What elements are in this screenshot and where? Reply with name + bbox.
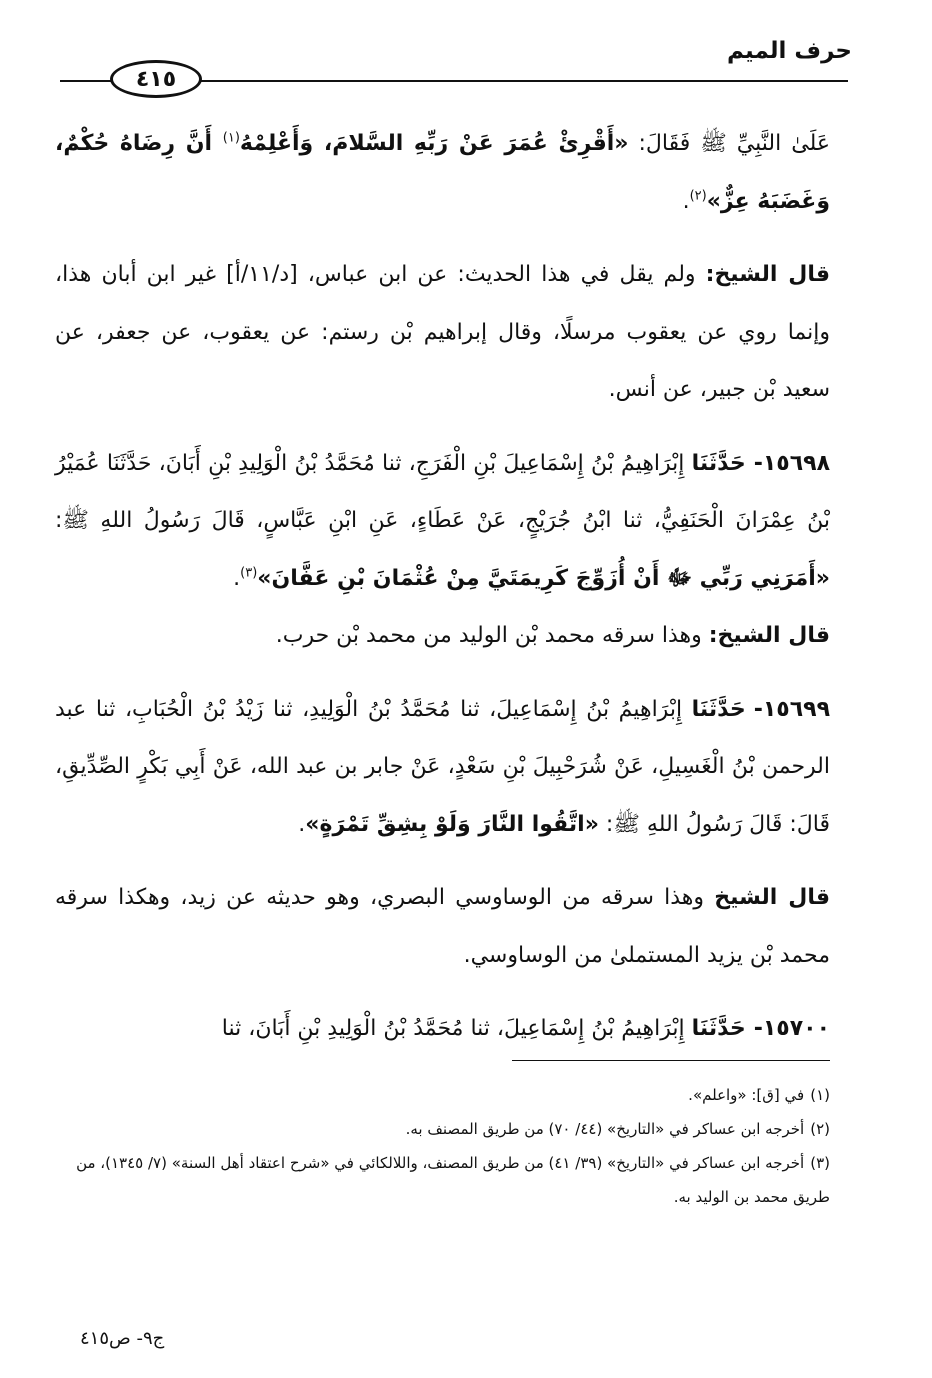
hadith-quote: «أَمَرَنِي رَبِّي ﷻ أَنْ أُزَوِّجَ كَرِيمَتَيَّ مِنْ عُثْمَانَ بْنِ عَفَّانَ» [257, 565, 830, 591]
hadith-quote: «اتَّقُوا النَّارَ وَلَوْ بِشِقِّ تَمْرَةٍ» [305, 811, 599, 837]
hadith-number: ١٥٦٩٩- [753, 696, 830, 722]
hadith-15700 [55, 1000, 830, 1058]
hadith-quote: «أَقْرِئْ عُمَرَ عَنْ رَبِّهِ السَّلامَ، وَأَعْلِمْهُ [239, 131, 629, 156]
hadith-15698 [55, 435, 830, 608]
text-run: . [298, 811, 306, 837]
footnote-3 [60, 1146, 830, 1214]
hadith-number: ١٥٧٠٠- [753, 1016, 830, 1041]
footnote-1 [60, 1078, 830, 1112]
footnotes [60, 1078, 830, 1214]
hadith-quote-cont: أَنَّ رِضَاهُ حُكْمٌ، وَغَضَبَهُ عِزٌّ» [55, 131, 830, 214]
sheikh-label: قال الشيخ: [705, 262, 830, 287]
footnote-text: أخرجه ابن عساكر في «التاريخ» (٣٩/ ٤١) من طريق المصنف، واللالكائي في «شرح اعتقاد أهل السنة» (٧/ ١٣٤٥)، من طريق محمد بن الوليد به. [76, 1154, 830, 1206]
footnote-text: في [ق]: «واعلم». [688, 1086, 805, 1104]
footnote-ref-1: (١) [222, 130, 240, 146]
footnote-text: أخرجه ابن عساكر في «التاريخ» (٤٤/ ٧٠) من طريق المصنف به. [405, 1120, 805, 1138]
haddathana-label: حَدَّثَنَا [691, 696, 746, 722]
footnote-number: (١) [810, 1086, 830, 1104]
footnote-ref-2: (٢) [689, 188, 707, 204]
footnote-number: (٢) [810, 1120, 830, 1138]
footnote-separator [512, 1060, 830, 1061]
sheikh-label: قال الشيخ: [708, 623, 830, 648]
sheikh-label: قال الشيخ [714, 885, 830, 910]
haddathana-label: حَدَّثَنَا [691, 450, 746, 476]
text-run: . [233, 565, 241, 591]
isnad-text: إِبْرَاهِيمُ بْنُ إِسْمَاعِيلَ بْنِ الْفَرَجِ، ثنا مُحَمَّدُ بْنُ الْوَلِيدِ بْنِ أَبَانَ، حَدَّثَنَا عُمَيْرُ بْنُ عِمْرَانَ الْحَنَفِيُّ، ثنا ابْنُ جُرَيْجٍ، عَنْ عَطَاءٍ، عَنِ ابْنِ عَبَّاسٍ، قَالَ رَسُولُ اللهِ ﷺ: [55, 450, 830, 533]
text-run: وهذا سرقه محمد بْن الوليد من محمد بْن حرب. [275, 623, 709, 648]
paragraph-2 [55, 246, 830, 419]
page-number-badge [110, 60, 202, 98]
paragraph-4 [55, 607, 830, 665]
footnote-2 [60, 1112, 830, 1146]
hadith-15699 [55, 681, 830, 854]
text-run: عَلَىٰ النَّبِيِّ ﷺ فَقَالَ: [628, 131, 830, 156]
text-run: . [682, 188, 690, 214]
paragraph-6 [55, 869, 830, 984]
isnad-text: إِبْرَاهِيمُ بْنُ إِسْمَاعِيلَ، ثنا مُحَمَّدُ بْنُ الْوَلِيدِ بْنِ أَبَانَ، ثنا [221, 1016, 692, 1041]
footnote-number: (٣) [810, 1154, 830, 1172]
hadith-number: ١٥٦٩٨- [753, 450, 830, 476]
isnad-text: إِبْرَاهِيمُ بْنُ إِسْمَاعِيلَ، ثنا مُحَمَّدُ بْنُ الْوَلِيدِ، ثنا زَيْدُ بْنُ الْحُبَابِ، ثنا عبد الرحمن بْنُ الْغَسِيلِ، عَنْ شُرَحْبِيلَ بْنِ سَعْدٍ، عَنْ جابر بن عبد الله، عَنْ أَبِي بَكْرٍ الصِّدِّيقِ، قَالَ: قَالَ رَسُولُ اللهِ ﷺ: [55, 696, 830, 837]
text-run: وهذا سرقه من الوساوسي البصري، وهو حديثه عن زيد، وهكذا سرقه محمد بْن يزيد المستملىٰ من الوساوسي. [55, 885, 830, 968]
paragraph-1 [55, 115, 830, 230]
haddathana-label: حَدَّثَنَا [691, 1016, 746, 1041]
page-number: ٤١٥ [135, 66, 177, 92]
footnote-ref-3: (٣) [240, 565, 258, 581]
main-text [55, 115, 830, 1074]
text-run: ولم يقل في هذا الحديث: عن ابن عباس، [د/١١/أ] غير ابن أبان هذا، وإنما روي عن يعقوب مرسلًا، وقال إبراهيم بْن رستم: عن يعقوب، عن جعفر، عن سعيد بْن جبير، عن أنس. [55, 262, 830, 402]
running-header-title: حرف الميم [727, 38, 852, 64]
volume-page-reference: ج٩- ص٤١٥ [80, 1328, 165, 1349]
